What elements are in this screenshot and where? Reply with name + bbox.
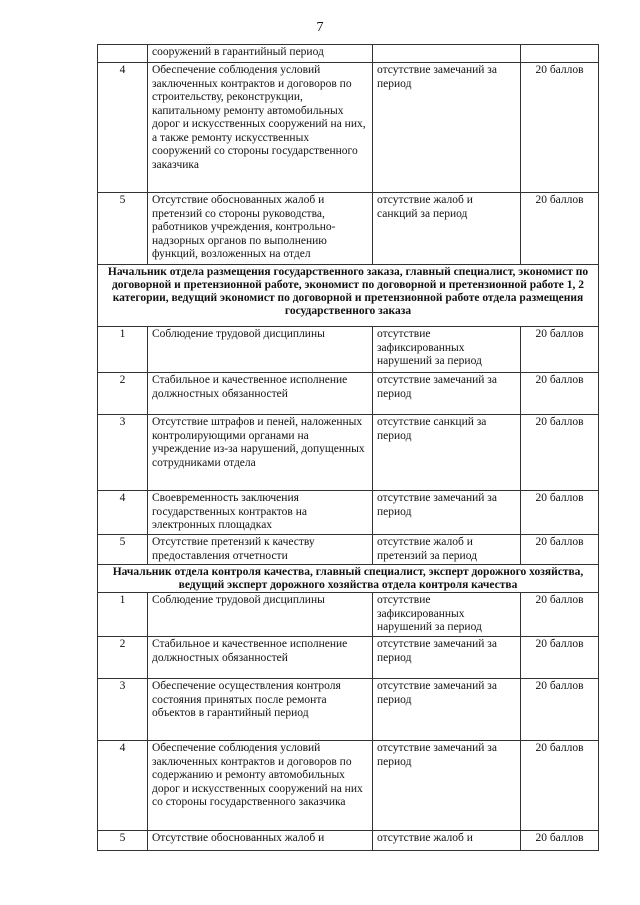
criterion-cell: Обеспечение соблюдения условий заключенных контрактов и договоров по содержанию и ремонту автомобильных дорог и искусственных сооружений на них со стороны государственного заказчика xyxy=(148,741,373,831)
row-number: 5 xyxy=(98,831,148,851)
criterion-cell: Отсутствие претензий к качеству предоставления отчетности xyxy=(148,535,373,565)
criterion-cell: Своевременность заключения государственных контрактов на электронных площадках xyxy=(148,491,373,535)
indicator-cell: отсутствие замечаний за период xyxy=(373,63,521,193)
row-number: 5 xyxy=(98,193,148,265)
criteria-table xyxy=(97,44,599,851)
row-number xyxy=(98,45,148,63)
indicator-cell: отсутствие зафиксированных нарушений за период xyxy=(373,327,521,373)
table-row xyxy=(98,327,599,373)
indicator-cell: отсутствие жалоб и xyxy=(373,831,521,851)
indicator-cell: отсутствие замечаний за период xyxy=(373,741,521,831)
row-number: 4 xyxy=(98,741,148,831)
table-row xyxy=(98,593,599,637)
score-cell: 20 баллов xyxy=(521,741,599,831)
table-row xyxy=(98,491,599,535)
section-heading: Начальник отдела размещения государственного заказа, главный специалист, экономист по договорной и претензионной работе, экономист по договорной и претензионной работе 1, 2 категории, ведущий экономист по договорной и претензионной работе отдела размещения государственного заказа xyxy=(98,265,599,327)
score-cell: 20 баллов xyxy=(521,491,599,535)
score-cell: 20 баллов xyxy=(521,373,599,415)
table-row xyxy=(98,415,599,491)
section-heading-row xyxy=(98,565,599,593)
row-number: 5 xyxy=(98,535,148,565)
indicator-cell xyxy=(373,45,521,63)
table-row xyxy=(98,535,599,565)
indicator-cell: отсутствие замечаний за период xyxy=(373,637,521,679)
row-number: 4 xyxy=(98,491,148,535)
criterion-cell: Соблюдение трудовой дисциплины xyxy=(148,327,373,373)
indicator-cell: отсутствие замечаний за период xyxy=(373,373,521,415)
criterion-cell: Стабильное и качественное исполнение должностных обязанностей xyxy=(148,637,373,679)
section-heading: Начальник отдела контроля качества, главный специалист, эксперт дорожного хозяйства, ведущий эксперт дорожного хозяйства отдела контроля качества xyxy=(98,565,599,593)
criterion-cell: сооружений в гарантийный период xyxy=(148,45,373,63)
table-row xyxy=(98,63,599,193)
row-number: 3 xyxy=(98,679,148,741)
score-cell: 20 баллов xyxy=(521,831,599,851)
row-number: 1 xyxy=(98,327,148,373)
criterion-cell: Обеспечение соблюдения условий заключенных контрактов и договоров по строительству, реконструкции, капитальному ремонту автомобильных дорог и искусственных сооружений на них, а также ремонту искусственных сооружений со стороны государственного заказчика xyxy=(148,63,373,193)
score-cell xyxy=(521,45,599,63)
row-number: 2 xyxy=(98,637,148,679)
criterion-cell: Обеспечение осуществления контроля состояния принятых после ремонта объектов в гарантийный период xyxy=(148,679,373,741)
criterion-cell: Стабильное и качественное исполнение должностных обязанностей xyxy=(148,373,373,415)
indicator-cell: отсутствие жалоб и претензий за период xyxy=(373,535,521,565)
row-number: 1 xyxy=(98,593,148,637)
row-number: 4 xyxy=(98,63,148,193)
criterion-cell: Отсутствие обоснованных жалоб и xyxy=(148,831,373,851)
section-heading-row xyxy=(98,265,599,327)
table-row xyxy=(98,193,599,265)
indicator-cell: отсутствие зафиксированных нарушений за период xyxy=(373,593,521,637)
indicator-cell: отсутствие замечаний за период xyxy=(373,679,521,741)
table-row xyxy=(98,45,599,63)
indicator-cell: отсутствие замечаний за период xyxy=(373,491,521,535)
score-cell: 20 баллов xyxy=(521,593,599,637)
score-cell: 20 баллов xyxy=(521,535,599,565)
score-cell: 20 баллов xyxy=(521,415,599,491)
criterion-cell: Отсутствие обоснованных жалоб и претензий со стороны руководства, работников учреждения, контрольно-надзорных органов по выполнению функций, возложенных на отдел xyxy=(148,193,373,265)
indicator-cell: отсутствие санкций за период xyxy=(373,415,521,491)
table-row xyxy=(98,741,599,831)
criterion-cell: Отсутствие штрафов и пеней, наложенных контролирующими органами на учреждение из-за нарушений, допущенных сотрудниками отдела xyxy=(148,415,373,491)
page-number: 7 xyxy=(316,20,324,35)
table-row xyxy=(98,831,599,851)
score-cell: 20 баллов xyxy=(521,679,599,741)
table-row xyxy=(98,637,599,679)
score-cell: 20 баллов xyxy=(521,637,599,679)
score-cell: 20 баллов xyxy=(521,327,599,373)
row-number: 2 xyxy=(98,373,148,415)
score-cell: 20 баллов xyxy=(521,63,599,193)
criterion-cell: Соблюдение трудовой дисциплины xyxy=(148,593,373,637)
indicator-cell: отсутствие жалоб и санкций за период xyxy=(373,193,521,265)
table-row xyxy=(98,373,599,415)
score-cell: 20 баллов xyxy=(521,193,599,265)
table-row xyxy=(98,679,599,741)
row-number: 3 xyxy=(98,415,148,491)
